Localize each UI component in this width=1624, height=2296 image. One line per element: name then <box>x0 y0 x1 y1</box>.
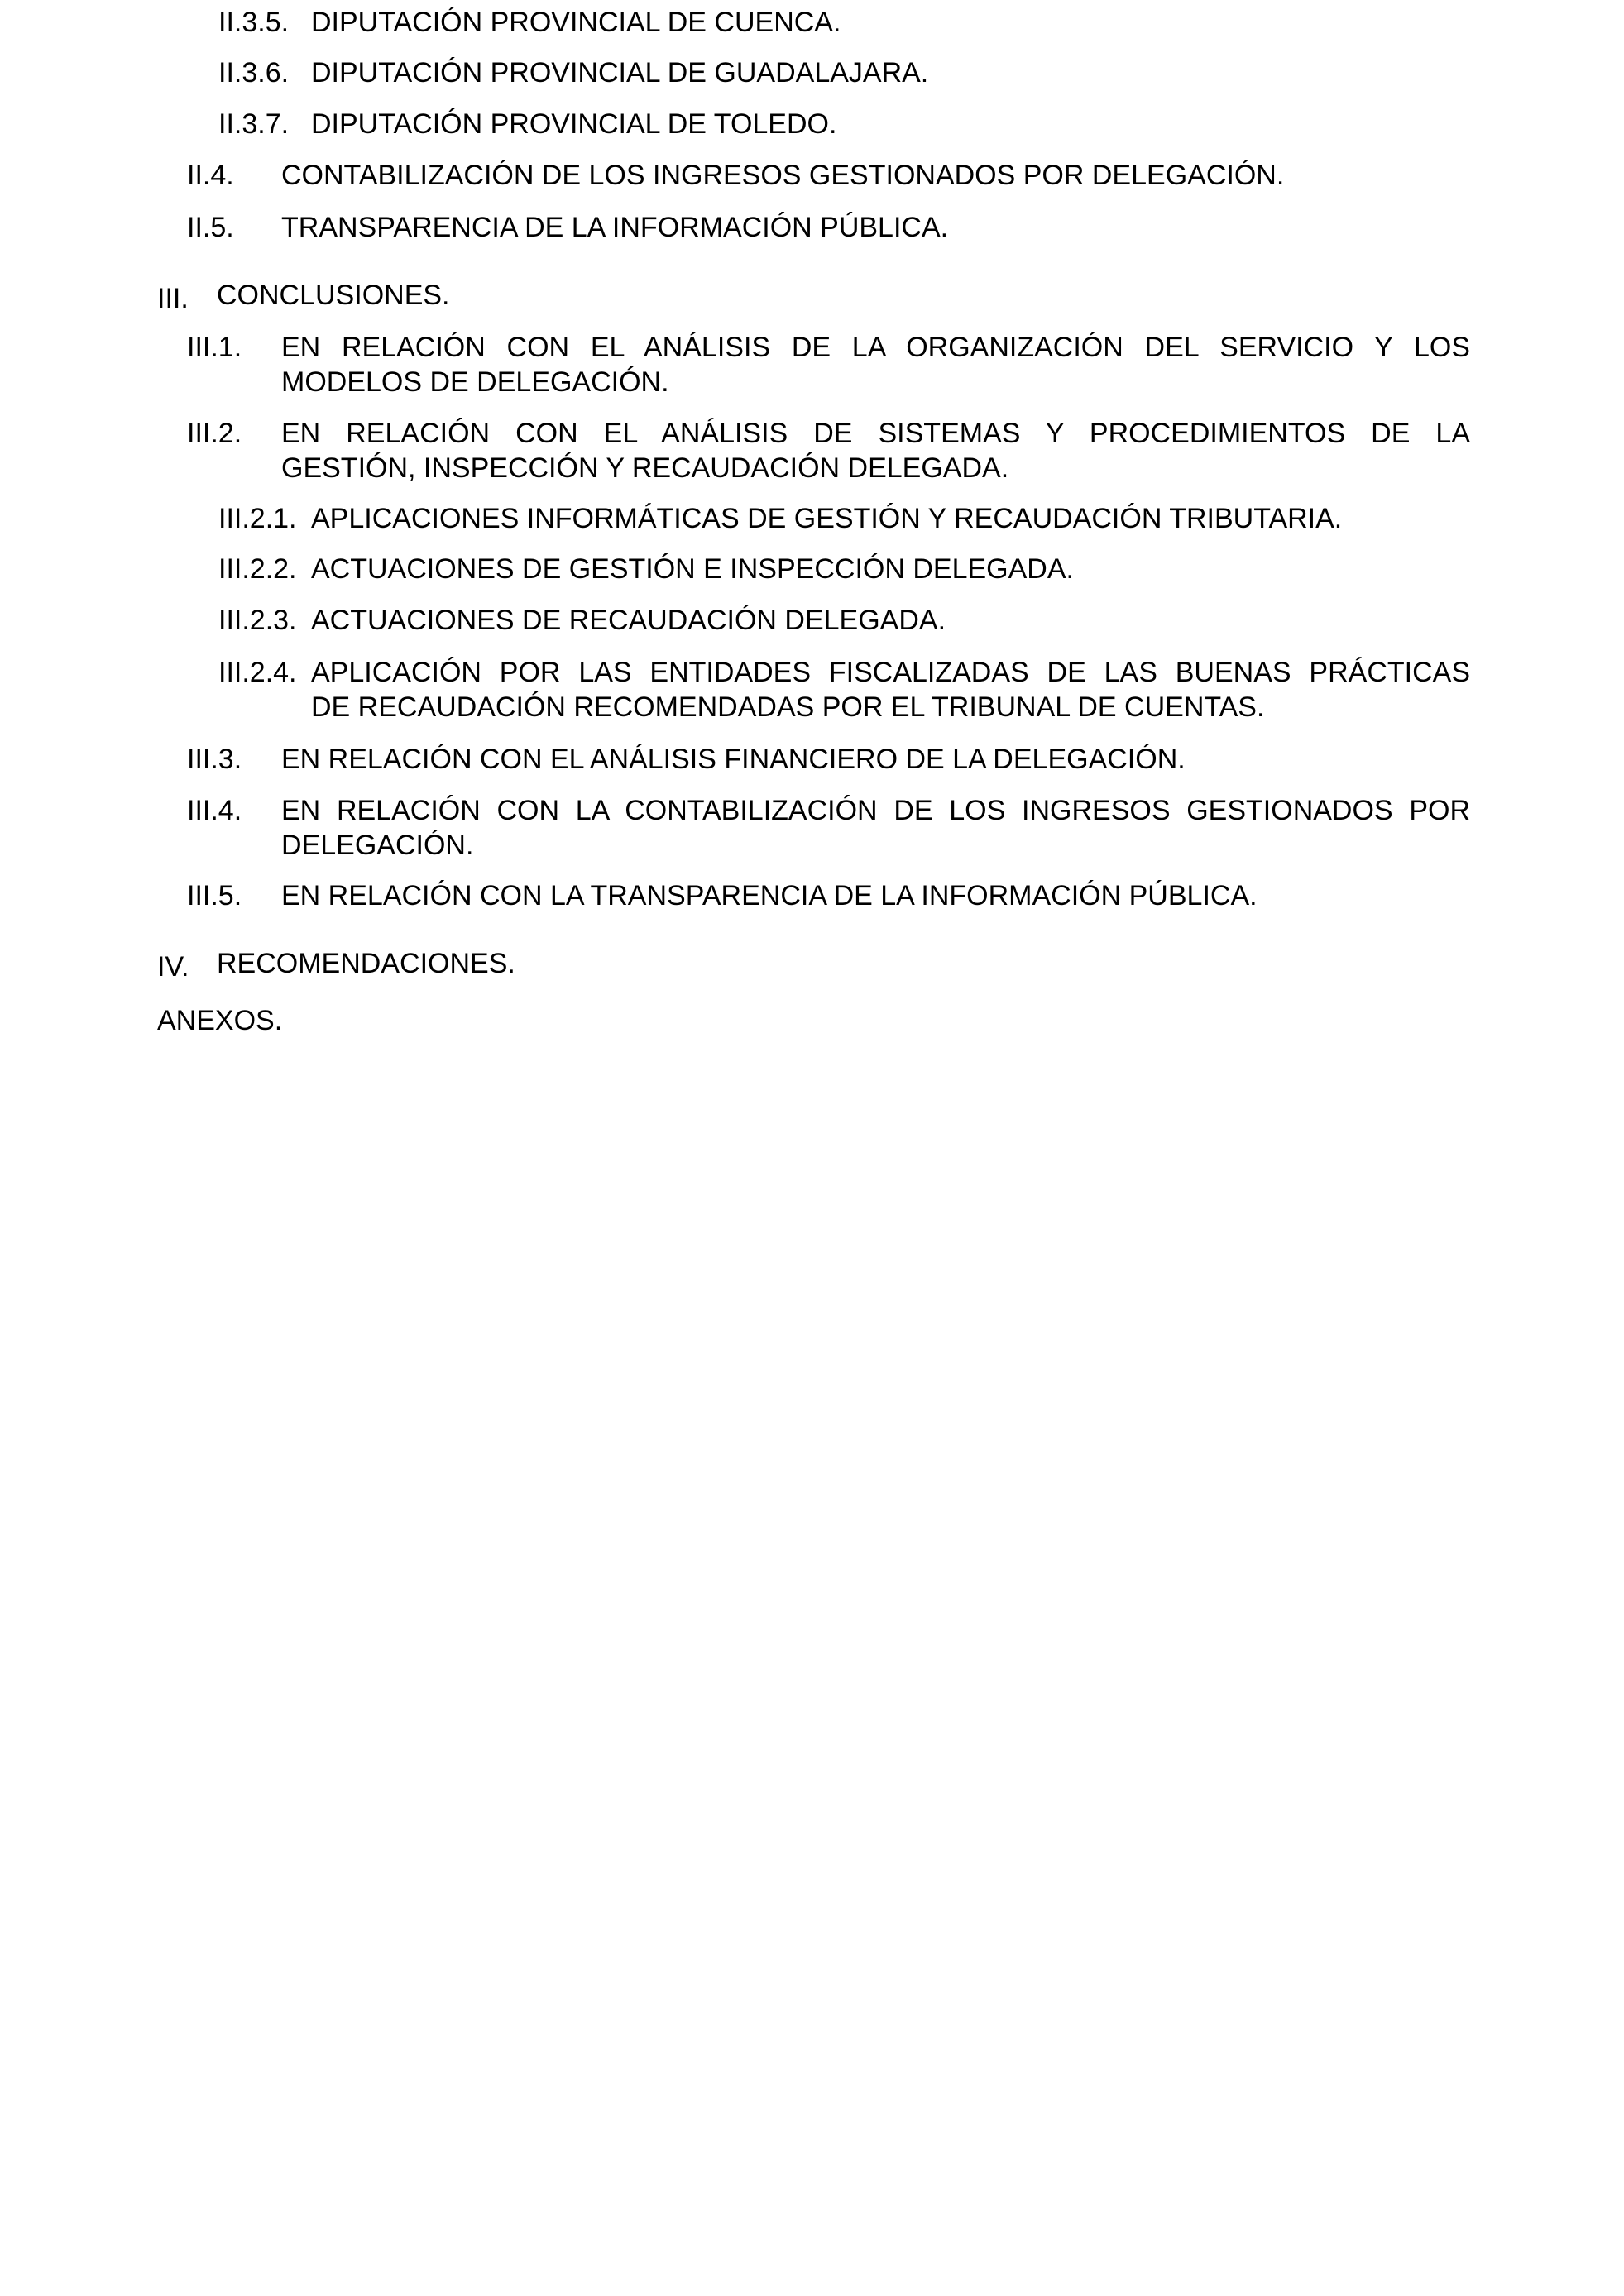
toc-entry-title: DIPUTACIÓN PROVINCIAL DE TOLEDO. <box>311 108 837 140</box>
toc-entry-title-line2: DE RECAUDACIÓN RECOMENDADAS POR EL TRIBUNAL DE CUENTAS. <box>311 691 1265 723</box>
toc-entry-number: II.5. <box>187 212 234 243</box>
toc-entry-number: III.3. <box>187 744 242 775</box>
toc-entry-title: RECOMENDACIONES. <box>217 948 515 979</box>
toc-entry-number: II.3.5. <box>218 7 290 38</box>
toc-entry-number: IV. <box>157 951 189 983</box>
toc-entry-title: EN RELACIÓN CON EL ANÁLISIS FINANCIERO DE LA DELEGACIÓN. <box>281 744 1186 775</box>
toc-entry-title-line1: APLICACIÓN POR LAS ENTIDADES FISCALIZADAS DE LAS BUENAS PRÁCTICAS <box>311 657 1470 688</box>
toc-entry-title: DIPUTACIÓN PROVINCIAL DE CUENCA. <box>311 7 841 38</box>
toc-entry-title: DIPUTACIÓN PROVINCIAL DE GUADALAJARA. <box>311 57 929 88</box>
toc-entry-number: III.2. <box>187 418 242 449</box>
toc-entry-number: III.2.1. <box>218 503 297 534</box>
toc-entry-number: II.3.7. <box>218 108 290 140</box>
toc-entry-number: III.4. <box>187 795 242 826</box>
toc-entry-title: CONCLUSIONES. <box>217 280 450 311</box>
toc-entry-title-line2: DELEGACIÓN. <box>281 830 474 861</box>
toc-entry-title: ACTUACIONES DE GESTIÓN E INSPECCIÓN DELEGADA. <box>311 553 1074 585</box>
toc-entry-number: III.2.4. <box>218 657 297 688</box>
toc-entry-title: ACTUACIONES DE RECAUDACIÓN DELEGADA. <box>311 605 946 636</box>
toc-entry-number: III.1. <box>187 332 242 363</box>
toc-entry-title-line1: EN RELACIÓN CON EL ANÁLISIS DE LA ORGANIZACIÓN DEL SERVICIO Y LOS <box>281 332 1470 363</box>
toc-entry-number: III. <box>157 283 189 314</box>
toc-entry-title: ANEXOS. <box>157 1005 283 1036</box>
toc-entry-title: TRANSPARENCIA DE LA INFORMACIÓN PÚBLICA. <box>281 212 949 243</box>
toc-entry-number: III.5. <box>187 880 242 911</box>
toc-entry-number: III.2.2. <box>218 553 297 585</box>
toc-entry-number: III.2.3. <box>218 605 297 636</box>
toc-entry-number: II.4. <box>187 160 234 191</box>
toc-entry-title-line2: MODELOS DE DELEGACIÓN. <box>281 366 669 398</box>
toc-entry-title: APLICACIONES INFORMÁTICAS DE GESTIÓN Y RECAUDACIÓN TRIBUTARIA. <box>311 503 1343 534</box>
toc-entry-number: II.3.6. <box>218 57 290 88</box>
toc-entry-title-line1: EN RELACIÓN CON LA CONTABILIZACIÓN DE LOS INGRESOS GESTIONADOS POR <box>281 795 1470 826</box>
toc-entry-title-line2: GESTIÓN, INSPECCIÓN Y RECAUDACIÓN DELEGADA. <box>281 452 1009 484</box>
toc-entry-title: EN RELACIÓN CON LA TRANSPARENCIA DE LA INFORMACIÓN PÚBLICA. <box>281 880 1258 911</box>
toc-entry-title: CONTABILIZACIÓN DE LOS INGRESOS GESTIONADOS POR DELEGACIÓN. <box>281 160 1285 191</box>
toc-entry-title-line1: EN RELACIÓN CON EL ANÁLISIS DE SISTEMAS Y PROCEDIMIENTOS DE LA <box>281 418 1470 449</box>
